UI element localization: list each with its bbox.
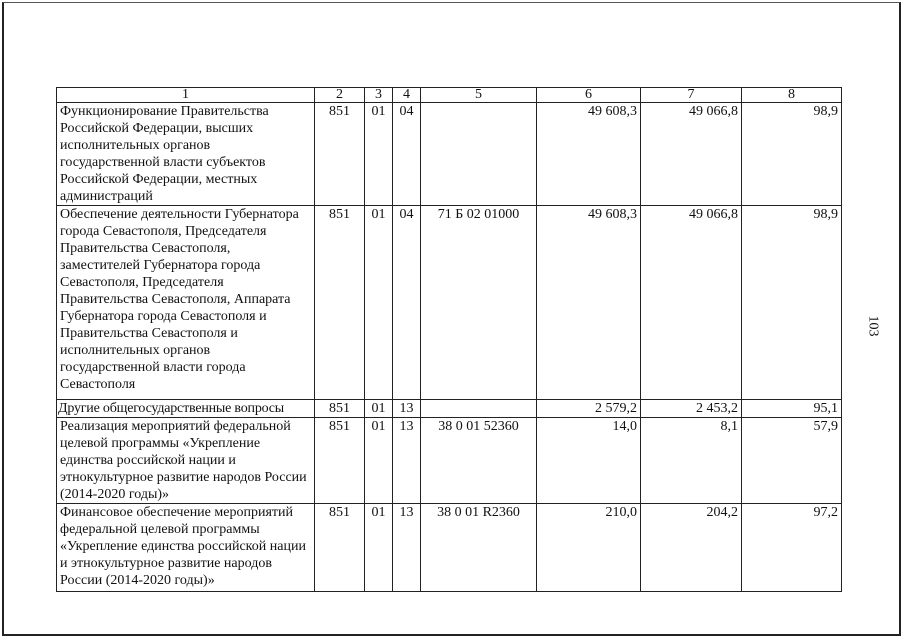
row-ved: 851: [315, 400, 365, 418]
row-pct: 57,9: [742, 418, 842, 504]
row-csr: 38 0 01 R2360: [421, 504, 537, 592]
row-plan: 49 608,3: [537, 206, 641, 400]
row-plan: 210,0: [537, 504, 641, 592]
row-fact: 2 453,2: [641, 400, 742, 418]
table-row: [57, 206, 842, 400]
row-csr: 38 0 01 52360: [421, 418, 537, 504]
header-cell-3: 3: [365, 88, 393, 103]
header-cell-4: 4: [393, 88, 421, 103]
header-cell-1: 1: [57, 88, 315, 103]
row-pct: 97,2: [742, 504, 842, 592]
row-pr: 04: [393, 103, 421, 206]
budget-table: [56, 87, 842, 592]
row-plan: 2 579,2: [537, 400, 641, 418]
row-rz: 01: [365, 103, 393, 206]
header-cell-7: 7: [641, 88, 742, 103]
row-csr: [421, 400, 537, 418]
row-pr: 04: [393, 206, 421, 400]
row-rz: 01: [365, 400, 393, 418]
row-pct: 98,9: [742, 103, 842, 206]
row-csr: 71 Б 02 01000: [421, 206, 537, 400]
row-pr: 13: [393, 418, 421, 504]
row-rz: 01: [365, 418, 393, 504]
row-rz: 01: [365, 504, 393, 592]
header-cell-5: 5: [421, 88, 537, 103]
table-row: [57, 418, 842, 504]
row-pct: 95,1: [742, 400, 842, 418]
row-pct: 98,9: [742, 206, 842, 400]
row-fact: 204,2: [641, 504, 742, 592]
row-plan: 49 608,3: [537, 103, 641, 206]
row-csr: [421, 103, 537, 206]
header-cell-8: 8: [742, 88, 842, 103]
row-name: Финансовое обеспечение мероприятий федеральной целевой программы «Укрепление единства российской нации и этнокультурное развитие народов России (2014-2020 годы)»: [57, 504, 315, 592]
row-rz: 01: [365, 206, 393, 400]
row-ved: 851: [315, 504, 365, 592]
row-fact: 49 066,8: [641, 103, 742, 206]
page-number: 103: [865, 315, 881, 337]
table-row: [57, 103, 842, 206]
header-cell-6: 6: [537, 88, 641, 103]
row-name: Реализация мероприятий федеральной целевой программы «Укрепление единства российской нации и этнокультурное развитие народов России (2014-2020 годы)»: [57, 418, 315, 504]
row-pr: 13: [393, 504, 421, 592]
row-ved: 851: [315, 418, 365, 504]
row-name: Обеспечение деятельности Губернатора города Севастополя, Председателя Правительства Севастополя, заместителей Губернатора города Севастополя, Председателя Правительства Севастополя, Аппарата Губернатора города Севастополя и Правительства Севастополя и исполнительных органов государственной власти города Севастополя: [57, 206, 315, 400]
column-number-header: [57, 88, 842, 103]
table-row: [57, 400, 842, 418]
row-fact: 8,1: [641, 418, 742, 504]
row-name: Функционирование Правительства Российской Федерации, высших исполнительных органов государственной власти субъектов Российской Федерации, местных администраций: [57, 103, 315, 206]
row-plan: 14,0: [537, 418, 641, 504]
table-row: [57, 504, 842, 592]
header-cell-2: 2: [315, 88, 365, 103]
row-name: Другие общегосударственные вопросы: [57, 400, 315, 418]
row-ved: 851: [315, 103, 365, 206]
row-pr: 13: [393, 400, 421, 418]
row-fact: 49 066,8: [641, 206, 742, 400]
row-ved: 851: [315, 206, 365, 400]
